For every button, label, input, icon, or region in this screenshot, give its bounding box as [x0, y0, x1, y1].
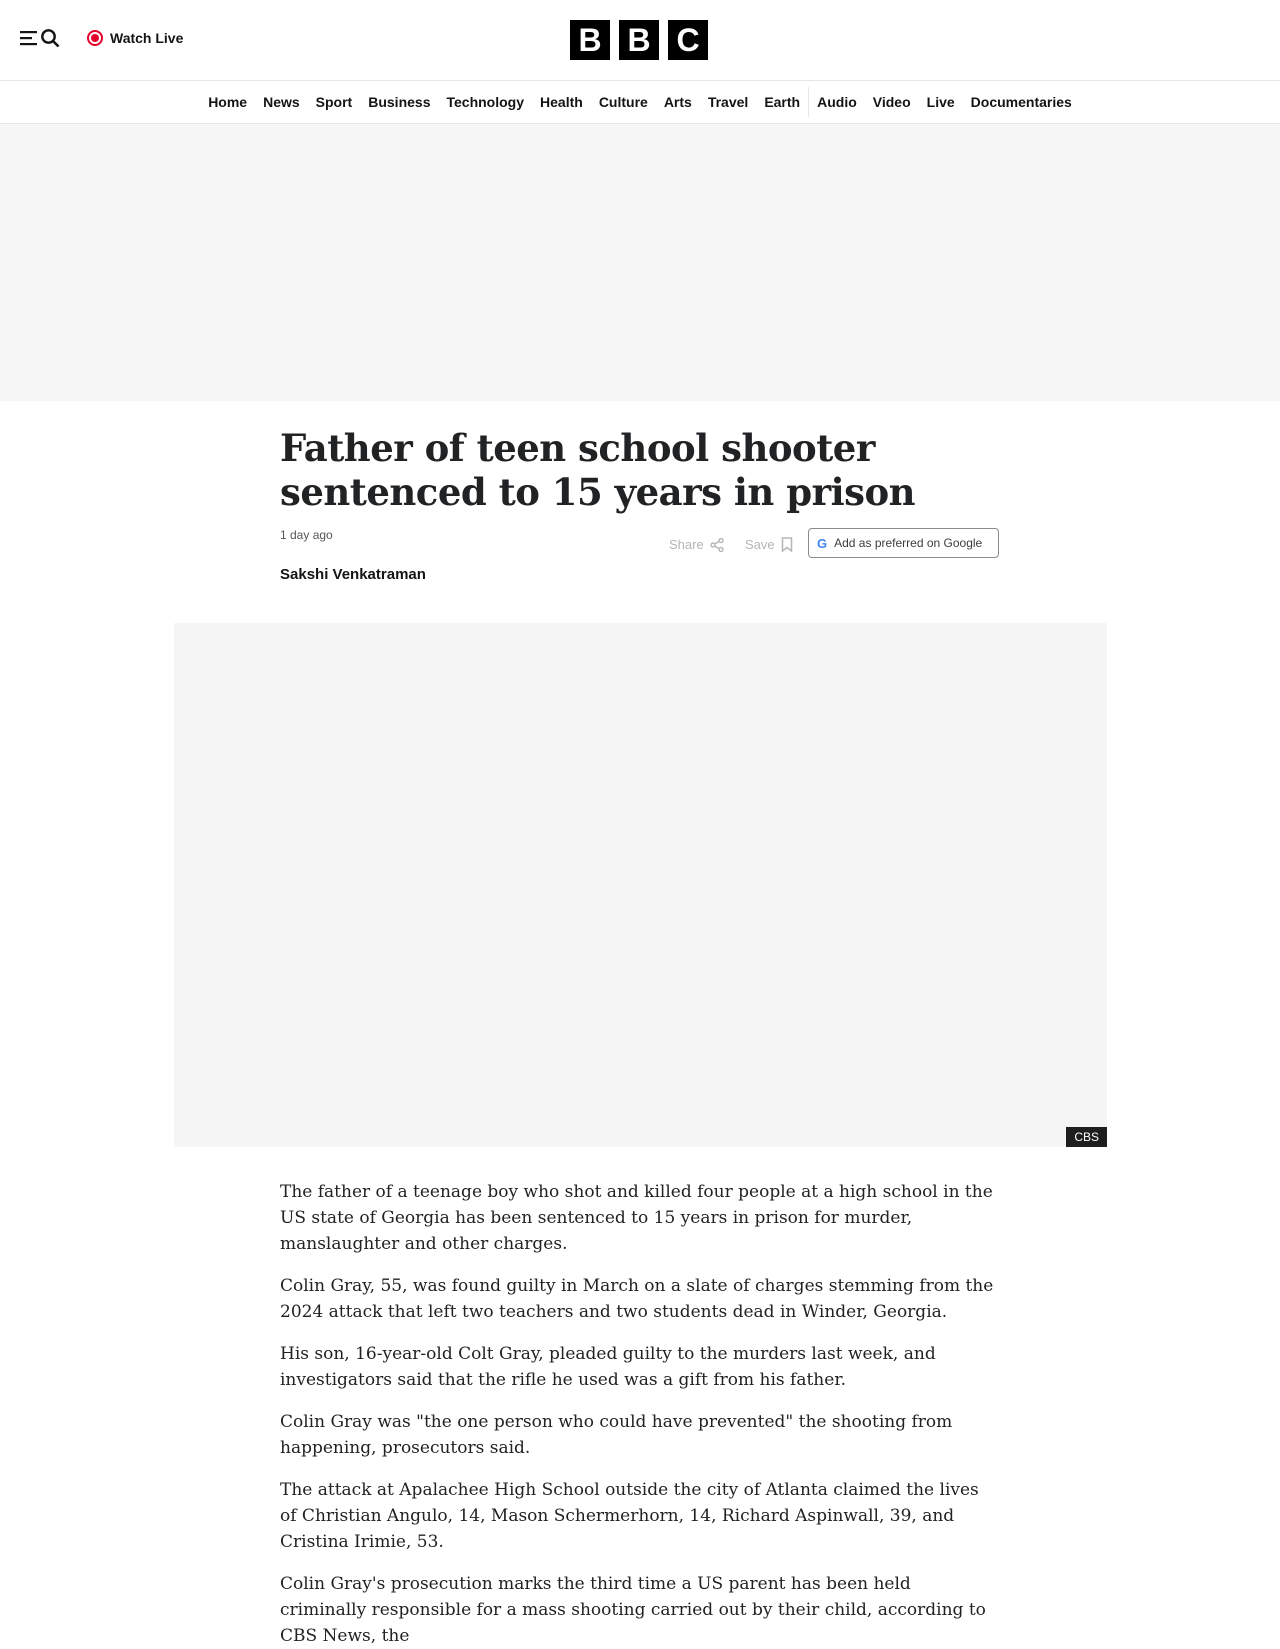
article-paragraph: Colin Gray was "the one person who could have prevented" the shooting from happening, prosecutors said.	[280, 1412, 953, 1458]
logo-letter: C	[668, 20, 708, 60]
nav-item-video[interactable]: Video	[872, 94, 911, 110]
bbc-logo[interactable]	[570, 20, 708, 60]
nav-item-culture[interactable]: Culture	[598, 94, 648, 110]
article-paragraph: His son, 16-year-old Colt Gray, pleaded guilty to the murders last week, and investigators said that the rifle he used was a gift from his father.	[280, 1344, 936, 1390]
share-button[interactable]	[669, 537, 724, 552]
nav-item-audio[interactable]: Audio	[817, 94, 857, 110]
article-paragraph: The father of a teenage boy who shot and killed four people at a high school in the US state of Georgia has been sentenced to 15 years in prison for murder, manslaughter and other charges.	[280, 1182, 993, 1254]
article-byline: Sakshi Venkatraman	[280, 566, 426, 583]
image-credit: CBS	[1066, 1127, 1107, 1147]
ad-placeholder	[0, 124, 1280, 401]
nav-item-news[interactable]: News	[263, 94, 300, 110]
search-icon	[40, 28, 60, 48]
nav-item-documentaries[interactable]: Documentaries	[970, 94, 1072, 110]
nav-item-business[interactable]: Business	[368, 94, 431, 110]
bookmark-icon	[781, 537, 793, 552]
main-nav	[0, 81, 1280, 124]
nav-item-travel[interactable]: Travel	[707, 94, 749, 110]
nav-item-health[interactable]: Health	[540, 94, 583, 110]
logo-letter: B	[570, 20, 610, 60]
article-body	[280, 1179, 1000, 1649]
hero-image	[174, 623, 1107, 1147]
masthead	[0, 0, 1280, 81]
google-icon: G	[817, 535, 828, 551]
nav-item-arts[interactable]: Arts	[663, 94, 692, 110]
watch-live-link[interactable]	[87, 30, 183, 46]
menu-icon	[20, 30, 40, 46]
live-indicator-icon	[87, 30, 103, 46]
save-button[interactable]	[745, 537, 793, 552]
watch-live-label: Watch Live	[110, 30, 184, 46]
save-label: Save	[745, 537, 775, 552]
nav-item-technology[interactable]: Technology	[446, 94, 525, 110]
share-icon	[710, 538, 724, 552]
article-headline: Father of teen school shooter sentenced to 15 years in prison	[280, 426, 916, 514]
menu-search-button[interactable]	[20, 28, 60, 48]
article-paragraph: Colin Gray, 55, was found guilty in March on a slate of charges stemming from the 2024 attack that left two teachers and two students dead in Winder, Georgia.	[280, 1276, 994, 1322]
nav-item-sport[interactable]: Sport	[315, 94, 353, 110]
add-preferred-google-button[interactable]	[808, 528, 999, 558]
logo-letter: B	[619, 20, 659, 60]
article-timestamp: 1 day ago	[280, 528, 333, 542]
article-header	[280, 426, 1000, 608]
article-meta	[280, 528, 1000, 608]
article-paragraph: The attack at Apalachee High School outside the city of Atlanta claimed the lives of Christian Angulo, 14, Mason Schermerhorn, 14, Richard Aspinwall, 39, and Cristina Irimie, 53.	[280, 1480, 979, 1552]
nav-item-earth[interactable]: Earth	[764, 94, 801, 110]
article-paragraph: Colin Gray's prosecution marks the third time a US parent has been held criminally responsible for a mass shooting carried out by their child, according to CBS News, the	[280, 1574, 986, 1646]
nav-item-home[interactable]: Home	[208, 94, 248, 110]
nav-item-live[interactable]: Live	[926, 94, 955, 110]
google-button-label: Add as preferred on Google	[834, 536, 983, 550]
share-label: Share	[669, 537, 704, 552]
